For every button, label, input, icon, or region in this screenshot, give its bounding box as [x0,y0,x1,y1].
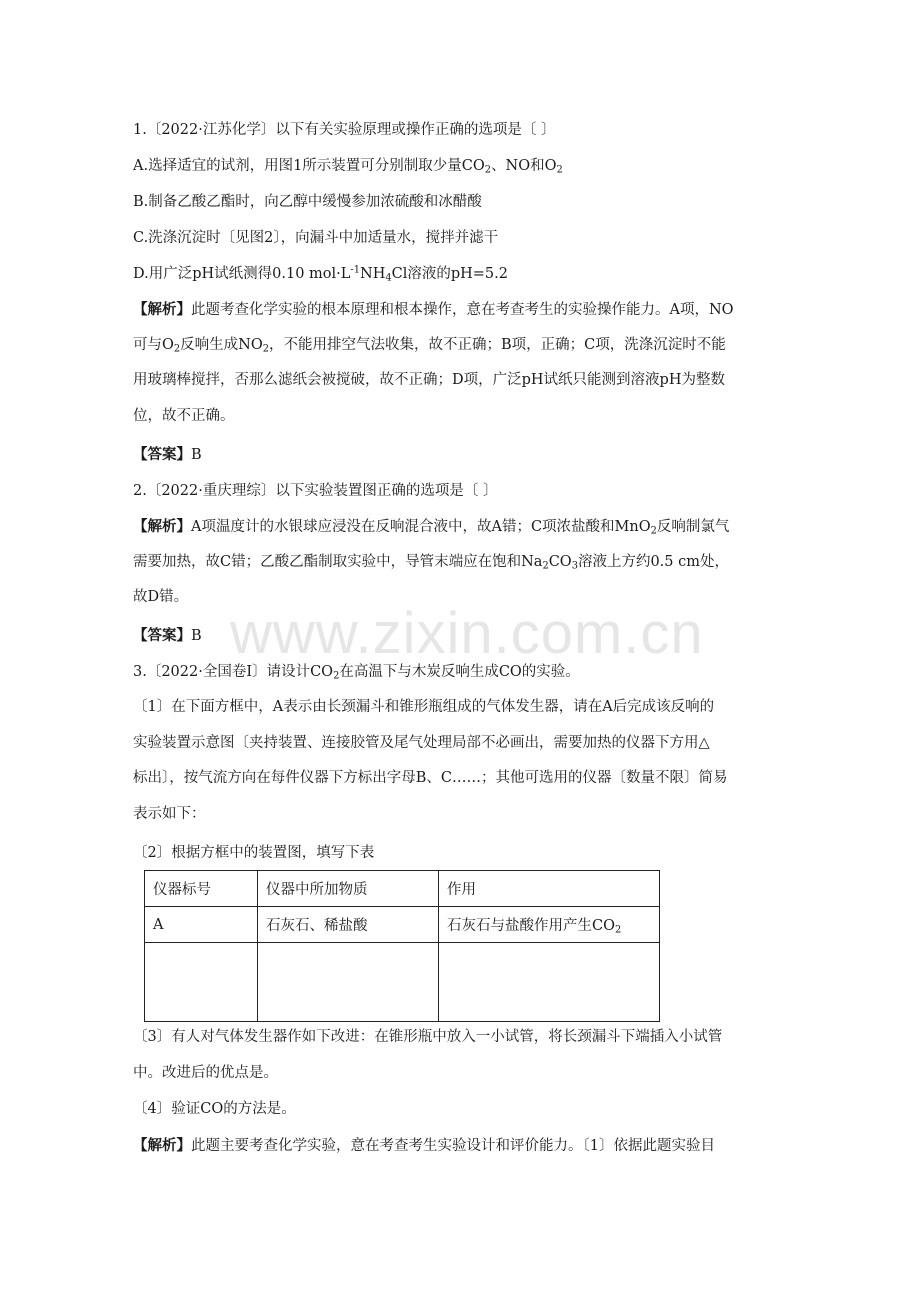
q1-option-a: A.选择适宜的试剂，用图1所示装置可分别制取少量$CO_2$、NO和$O_2$ [133,158,563,176]
q1-option-b: B.制备乙酸乙酯时，向乙醇中缓慢参加浓硫酸和冰醋酸 [133,194,482,210]
q2-answer: 【答案】B [133,627,202,644]
q3-stem: 3.〔2022·全国卷Ⅰ〕请设计$CO_2$在高温下与木炭反响生成CO的实验。 [133,664,580,682]
q2-stem: 2.〔2022·重庆理综〕以下实验装置图正确的选项是〔 〕 [133,483,498,499]
table-row [145,907,660,943]
q3-part3: 〔3〕有人对气体发生器作如下改进：在锥形瓶中放入一小试管，将长颈漏斗下端插入小试管 中。改进后的优点是。 [133,1029,723,1081]
table-header-row [145,871,660,907]
analysis-label: 【解析】 [133,301,191,318]
q3-analysis: 【解析】此题主要考查化学实验，意在考查考生实验设计和评价能力。〔1〕依据此题实验目 [133,1137,715,1154]
q3-part4: 〔4〕验证CO的方法是。 [133,1101,296,1117]
table-cell [145,943,258,1022]
q2-analysis: 【解析】A项温度计的水银球应浸没在反响混合液中，故A错；C项浓盐酸和MnO$_2$反响制氯气 需要加热，故C错；乙酸乙酯制取实验中，导管末端应在饱和$Na_2CO_3$溶液上方约0.5 cm处， 故D错。 [133,518,730,605]
q3-part2: 〔2〕根据方框中的装置图，填写下表 [133,845,375,861]
apparatus-table [144,870,660,1022]
table-cell [258,943,439,1022]
analysis-label: 【解析】 [133,1137,191,1154]
table-row-empty [145,943,660,1022]
table-cell: A [145,907,258,943]
table-cell: 石灰石、稀盐酸 [258,907,439,943]
analysis-label: 【解析】 [133,518,191,535]
table-header: 作用 [439,871,660,907]
q1-stem: 1.〔2022·江苏化学〕以下有关实验原理或操作正确的选项是〔 〕 [133,122,556,138]
q1-option-d: D.用广泛pH试纸测得0.10 $mol\cdot L^{-1}NH_4Cl$溶液的pH=5.2 [133,264,508,284]
q1-option-c: C.洗涤沉淀时〔见图2〕，向漏斗中加适量水，搅拌并滤干 [133,230,499,246]
q1-answer: 【答案】B [133,446,202,463]
table-header: 仪器中所加物质 [258,871,439,907]
watermark: www.zixin.com.cn [230,601,704,666]
table-header: 仪器标号 [145,871,258,907]
q1-analysis: 【解析】此题考查化学实验的根本原理和根本操作，意在考查考生的实验操作能力。A项，NO 可与$O_2$反响生成$NO_2$，不能用排空气法收集，故不正确；B项，正确；C项，洗涤沉淀时不能 用玻璃棒搅拌，否那么滤纸会被搅破，故不正确；D项，广泛pH试纸只能测到溶液pH为整数 位，故不正确。 [133,301,734,424]
table-cell: 石灰石与盐酸作用产生$CO_2$ [439,907,660,943]
q3-part1: 〔1〕在下面方框中，A表示由长颈漏斗和锥形瓶组成的气体发生器，请在A后完成该反响的 实验装置示意图〔夹持装置、连接胶管及尾气处理局部不必画出，需要加热的仪器下方用△ 标出〕，按气流方向在每件仪器下方标出字母B、C……；其他可选用的仪器〔数量不限〕简易 表示如下： [133,699,728,822]
table-cell [439,943,660,1022]
